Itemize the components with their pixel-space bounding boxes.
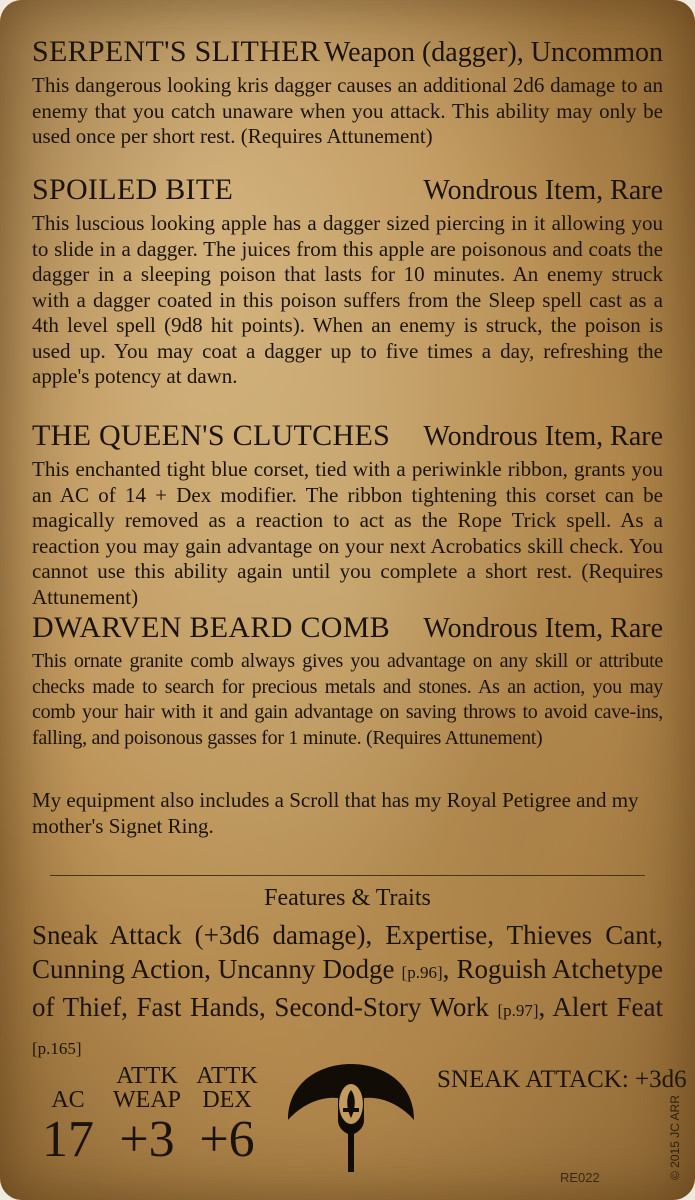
item-description: This dangerous looking kris dagger causes an additional 2d6 damage to an enemy that you catch unaware when you attack. This ability may only be used once per short rest. (Requires Attunement) [32,73,663,148]
item-dwarven-beard-comb [32,610,663,751]
item-type: Weapon (dagger), Uncommon [323,37,663,68]
stat-label: WEAP [113,1087,181,1113]
stat-ac [40,1088,96,1168]
page-reference: [p.165] [32,1039,82,1058]
equipment-note [32,786,663,839]
sneak-attack: SNEAK ATTACK: +3d6 [437,1066,687,1093]
section-divider [50,875,645,876]
stat-value: +3 [119,1111,175,1168]
stat-label: ATTK [196,1063,258,1089]
item-name: DWARVEN BEARD COMB [32,611,391,644]
features-title: Features & Traits [264,885,431,911]
features-segment: Sneak Attack (+3d6 damage), Expertise, Thieves Cant, Cunning Action, Uncanny Dodge [32,920,663,984]
stat-value: 17 [42,1111,94,1168]
item-name: SPOILED BITE [32,173,234,206]
features-segment: , Roguish Atchetype of Thief, Fast Hands, Second-Story Work [32,954,663,1022]
item-description: This ornate granite comb always gives you advantage on any skill or attribute checks made to search for precious metals and stones. As an action, you may comb your hair with it and gain advantage on saving throws to avoid cave-ins, falling, and poisonous gasses for 1 minute. (Requires Attunement) [32,650,663,749]
stat-value: +6 [199,1111,255,1168]
stat-attk-weap [112,1064,182,1168]
stat-attk-dex [192,1064,262,1168]
item-type: Wondrous Item, Rare [423,421,663,452]
item-name: SERPENT'S SLITHER [32,35,321,68]
features-segment: , Alert Feat [538,992,663,1022]
item-name: THE QUEEN'S CLUTCHES [32,419,391,452]
equipment-note-text: My equipment also includes a Scroll that has my Royal Petigree and my mother's Signet Ring. [32,788,639,838]
stat-label: DEX [202,1087,252,1113]
item-the-queens-clutches [32,418,663,610]
item-serpents-slither [32,34,663,150]
item-description: This enchanted tight blue corset, tied with a periwinkle ribbon, grants you an AC of 14 + Dex modifier. The ribbon tightening this corset can be magically removed as a reaction to act as the Rope Trick spell. As a reaction you may gain advantage on your next Acrobatics skill check. You cannot use this ability again until you complete a short rest. (Requires Attunement) [32,457,663,609]
page-reference: [p.96] [401,963,443,982]
copyright: © 2015 JC ARR [668,1095,682,1180]
item-type: Wondrous Item, Rare [423,175,663,206]
item-type: Wondrous Item, Rare [423,613,663,644]
stat-label: ATTK [116,1063,178,1089]
stat-label: AC [51,1087,85,1113]
card-code: RE022 [560,1170,600,1185]
features-text [32,918,663,1066]
rogue-class-emblem-icon [280,1062,422,1174]
item-description: This luscious looking apple has a dagger sized piercing in it allowing you to slide in a dagger. The juices from this apple are poisonous and coats the dagger in a sleeping poison that lasts for 10 minutes. An enemy struck with a dagger coated in this poison suffers from the Sleep spell cast as a 4th level spell (9d8 hit points). When an enemy is struck, the poison is used up. You may coat a dagger up to five times a day, refreshing the apple's potency at dawn. [32,211,663,388]
page-reference: [p.97] [497,1001,539,1020]
item-spoiled-bite [32,172,663,390]
